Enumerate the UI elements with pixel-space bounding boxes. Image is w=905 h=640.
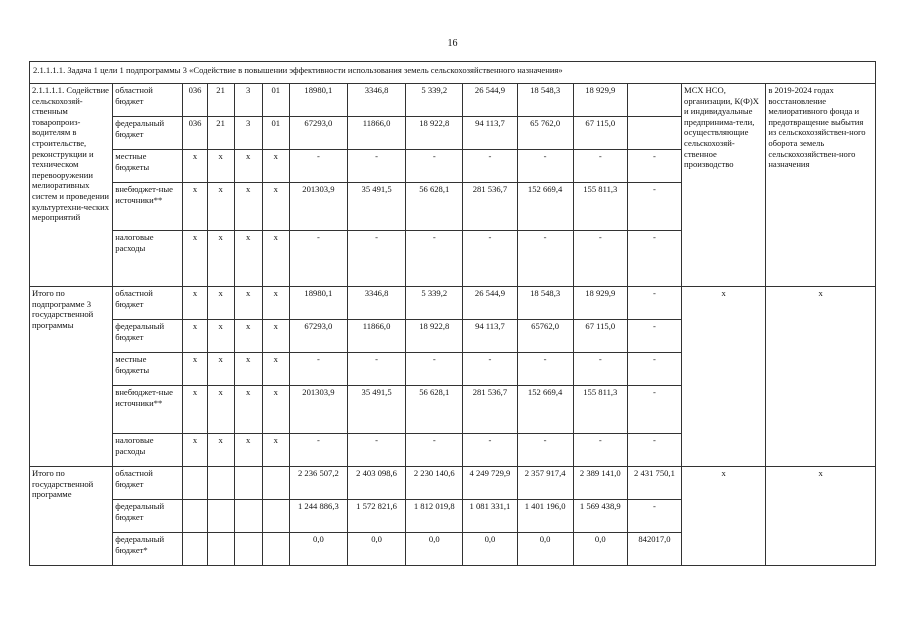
budget-code: x — [207, 183, 234, 231]
budget-code: x — [207, 353, 234, 386]
amount-cell: 281 536,7 — [463, 183, 517, 231]
task-header: 2.1.1.1.1. Задача 1 цели 1 подпрограммы 3 «Содействие в повышении эффективности использования земель сельскохозяйственного назначения» — [30, 62, 876, 84]
amount-cell: 1 572 821,6 — [347, 500, 405, 533]
budget-code — [234, 500, 262, 533]
amount-cell: 11866,0 — [347, 117, 405, 150]
amount-cell: - — [627, 150, 681, 183]
amount-cell: 1 812 019,8 — [406, 500, 463, 533]
amount-cell: - — [289, 434, 347, 467]
budget-code: x — [207, 320, 234, 353]
budget-code: 21 — [207, 117, 234, 150]
budget-code: 3 — [234, 84, 262, 117]
amount-cell: 18 929,9 — [573, 84, 627, 117]
amount-cell: 4 249 729,9 — [463, 467, 517, 500]
amount-cell: 18 922,8 — [406, 320, 463, 353]
budget-code: x — [183, 150, 207, 183]
amount-cell: 18 922,8 — [406, 117, 463, 150]
budget-code — [183, 533, 207, 566]
amount-cell: - — [627, 353, 681, 386]
budget-code: 036 — [183, 117, 207, 150]
amount-cell: - — [347, 353, 405, 386]
amount-cell: - — [406, 150, 463, 183]
budget-code: 01 — [262, 117, 289, 150]
amount-cell: 1 244 886,3 — [289, 500, 347, 533]
budget-code: x — [262, 183, 289, 231]
budget-code: x — [207, 231, 234, 287]
budget-code: x — [207, 434, 234, 467]
amount-cell: - — [347, 150, 405, 183]
amount-cell: 2 431 750,1 — [627, 467, 681, 500]
funding-source: налоговые расходы — [113, 434, 183, 467]
funding-source: внебюджет-ные источники** — [113, 183, 183, 231]
budget-code: x — [234, 320, 262, 353]
block2-name: Итого по подпрограмме 3 государственной программы — [30, 287, 113, 467]
budget-code — [262, 467, 289, 500]
amount-cell: - — [517, 231, 573, 287]
budget-code: x — [183, 320, 207, 353]
budget-code: x — [234, 287, 262, 320]
funding-source: областной бюджет — [113, 84, 183, 117]
amount-cell: 2 236 507,2 — [289, 467, 347, 500]
amount-cell: - — [627, 320, 681, 353]
amount-cell: - — [463, 434, 517, 467]
amount-cell: 35 491,5 — [347, 183, 405, 231]
amount-cell — [627, 117, 681, 150]
budget-code — [207, 500, 234, 533]
amount-cell: - — [517, 150, 573, 183]
amount-cell: 26 544,9 — [463, 84, 517, 117]
amount-cell: 67293,0 — [289, 320, 347, 353]
amount-cell: 67293,0 — [289, 117, 347, 150]
budget-code: 3 — [234, 117, 262, 150]
block1-result: в 2019-2024 годах восстановление мелиоративного фонда и предотвращение выбытия из сельскохозяйствен-ного оборота земель сельскохозяйствен-ного назначения — [766, 84, 876, 287]
block2-result: x — [766, 287, 876, 467]
amount-cell: 11866,0 — [347, 320, 405, 353]
amount-cell: 1 569 438,9 — [573, 500, 627, 533]
budget-code: x — [234, 434, 262, 467]
amount-cell: - — [463, 231, 517, 287]
budget-code: x — [183, 287, 207, 320]
budget-code: x — [262, 150, 289, 183]
amount-cell: 201303,9 — [289, 386, 347, 434]
amount-cell: - — [463, 150, 517, 183]
budget-code: x — [183, 386, 207, 434]
funding-source: внебюджет-ные источники** — [113, 386, 183, 434]
budget-code: x — [183, 231, 207, 287]
block2-executor: x — [682, 287, 766, 467]
amount-cell: 94 113,7 — [463, 320, 517, 353]
budget-code — [183, 500, 207, 533]
amount-cell: - — [573, 150, 627, 183]
funding-source: федеральный бюджет* — [113, 533, 183, 566]
block1-executor: МСХ НСО, организации, К(Ф)Х и индивидуальные предпринима-тели, осуществляющие сельскохозяй-ственное производство — [682, 84, 766, 287]
funding-source: налоговые расходы — [113, 231, 183, 287]
funding-source: областной бюджет — [113, 287, 183, 320]
amount-cell: 2 403 098,6 — [347, 467, 405, 500]
amount-cell: 56 628,1 — [406, 183, 463, 231]
amount-cell: 0,0 — [406, 533, 463, 566]
budget-code — [207, 467, 234, 500]
amount-cell: - — [289, 353, 347, 386]
amount-cell: - — [573, 353, 627, 386]
budget-code: x — [234, 150, 262, 183]
amount-cell: 152 669,4 — [517, 386, 573, 434]
amount-cell — [627, 84, 681, 117]
amount-cell: 2 230 140,6 — [406, 467, 463, 500]
amount-cell: - — [627, 231, 681, 287]
table-row — [30, 287, 876, 320]
amount-cell: 1 081 331,1 — [463, 500, 517, 533]
amount-cell: 152 669,4 — [517, 183, 573, 231]
amount-cell: - — [406, 231, 463, 287]
amount-cell: - — [289, 231, 347, 287]
amount-cell: - — [347, 434, 405, 467]
budget-code: 036 — [183, 84, 207, 117]
amount-cell: - — [627, 500, 681, 533]
budget-code: x — [262, 434, 289, 467]
amount-cell: 201303,9 — [289, 183, 347, 231]
amount-cell: - — [463, 353, 517, 386]
amount-cell: - — [627, 434, 681, 467]
block3-name: Итого по государственной программе — [30, 467, 113, 566]
amount-cell: 18980,1 — [289, 84, 347, 117]
funding-source: федеральный бюджет — [113, 117, 183, 150]
amount-cell: - — [347, 231, 405, 287]
budget-code: x — [262, 353, 289, 386]
table-row — [30, 84, 876, 117]
amount-cell: 18 548,3 — [517, 287, 573, 320]
amount-cell: 94 113,7 — [463, 117, 517, 150]
budget-code — [183, 467, 207, 500]
amount-cell: - — [406, 353, 463, 386]
amount-cell: 65762,0 — [517, 320, 573, 353]
amount-cell: 2 357 917,4 — [517, 467, 573, 500]
amount-cell: - — [627, 183, 681, 231]
amount-cell: - — [573, 231, 627, 287]
amount-cell: - — [573, 434, 627, 467]
budget-code: x — [234, 231, 262, 287]
funding-source: местные бюджеты — [113, 353, 183, 386]
budget-code: x — [183, 353, 207, 386]
amount-cell: - — [627, 386, 681, 434]
budget-code: x — [262, 320, 289, 353]
budget-table — [29, 61, 876, 566]
budget-code: 01 — [262, 84, 289, 117]
amount-cell: 26 544,9 — [463, 287, 517, 320]
amount-cell: 18 548,3 — [517, 84, 573, 117]
block1-name: 2.1.1.1.1. Содействие сельскохозяй-ственным товаропроиз-водителям в строительстве, реконструкции и техническом перевооружении мелиоративных систем и проведении культуртехни-ческих мероприятий — [30, 84, 113, 287]
amount-cell: - — [289, 150, 347, 183]
budget-code — [234, 533, 262, 566]
budget-code — [262, 500, 289, 533]
amount-cell: - — [627, 287, 681, 320]
budget-code: x — [262, 231, 289, 287]
amount-cell: 155 811,3 — [573, 386, 627, 434]
table-row — [30, 467, 876, 500]
amount-cell: 18980,1 — [289, 287, 347, 320]
page-number: 16 — [447, 38, 458, 49]
block3-result: x — [766, 467, 876, 566]
amount-cell: 67 115,0 — [573, 117, 627, 150]
amount-cell: - — [517, 434, 573, 467]
amount-cell: 3346,8 — [347, 84, 405, 117]
budget-code — [234, 467, 262, 500]
budget-code: x — [262, 386, 289, 434]
amount-cell: 155 811,3 — [573, 183, 627, 231]
amount-cell: 5 339,2 — [406, 287, 463, 320]
budget-code: x — [183, 434, 207, 467]
amount-cell: 2 389 141,0 — [573, 467, 627, 500]
amount-cell: 1 401 196,0 — [517, 500, 573, 533]
budget-code: x — [207, 287, 234, 320]
amount-cell: - — [517, 353, 573, 386]
budget-code: x — [207, 150, 234, 183]
funding-source: местные бюджеты — [113, 150, 183, 183]
amount-cell: 281 536,7 — [463, 386, 517, 434]
amount-cell: 35 491,5 — [347, 386, 405, 434]
budget-code: x — [262, 287, 289, 320]
budget-code — [262, 533, 289, 566]
budget-code: x — [183, 183, 207, 231]
amount-cell: 0,0 — [463, 533, 517, 566]
amount-cell: - — [406, 434, 463, 467]
amount-cell: 18 929,9 — [573, 287, 627, 320]
budget-code: x — [234, 183, 262, 231]
amount-cell: 3346,8 — [347, 287, 405, 320]
block3-executor: x — [682, 467, 766, 566]
amount-cell: 0,0 — [517, 533, 573, 566]
amount-cell: 56 628,1 — [406, 386, 463, 434]
amount-cell: 0,0 — [347, 533, 405, 566]
budget-code: x — [234, 353, 262, 386]
amount-cell: 0,0 — [573, 533, 627, 566]
amount-cell: 842017,0 — [627, 533, 681, 566]
budget-code: x — [234, 386, 262, 434]
budget-code: 21 — [207, 84, 234, 117]
funding-source: федеральный бюджет — [113, 500, 183, 533]
budget-code — [207, 533, 234, 566]
amount-cell: 0,0 — [289, 533, 347, 566]
amount-cell: 67 115,0 — [573, 320, 627, 353]
amount-cell: 65 762,0 — [517, 117, 573, 150]
funding-source: областной бюджет — [113, 467, 183, 500]
budget-code: x — [207, 386, 234, 434]
amount-cell: 5 339,2 — [406, 84, 463, 117]
funding-source: федеральный бюджет — [113, 320, 183, 353]
